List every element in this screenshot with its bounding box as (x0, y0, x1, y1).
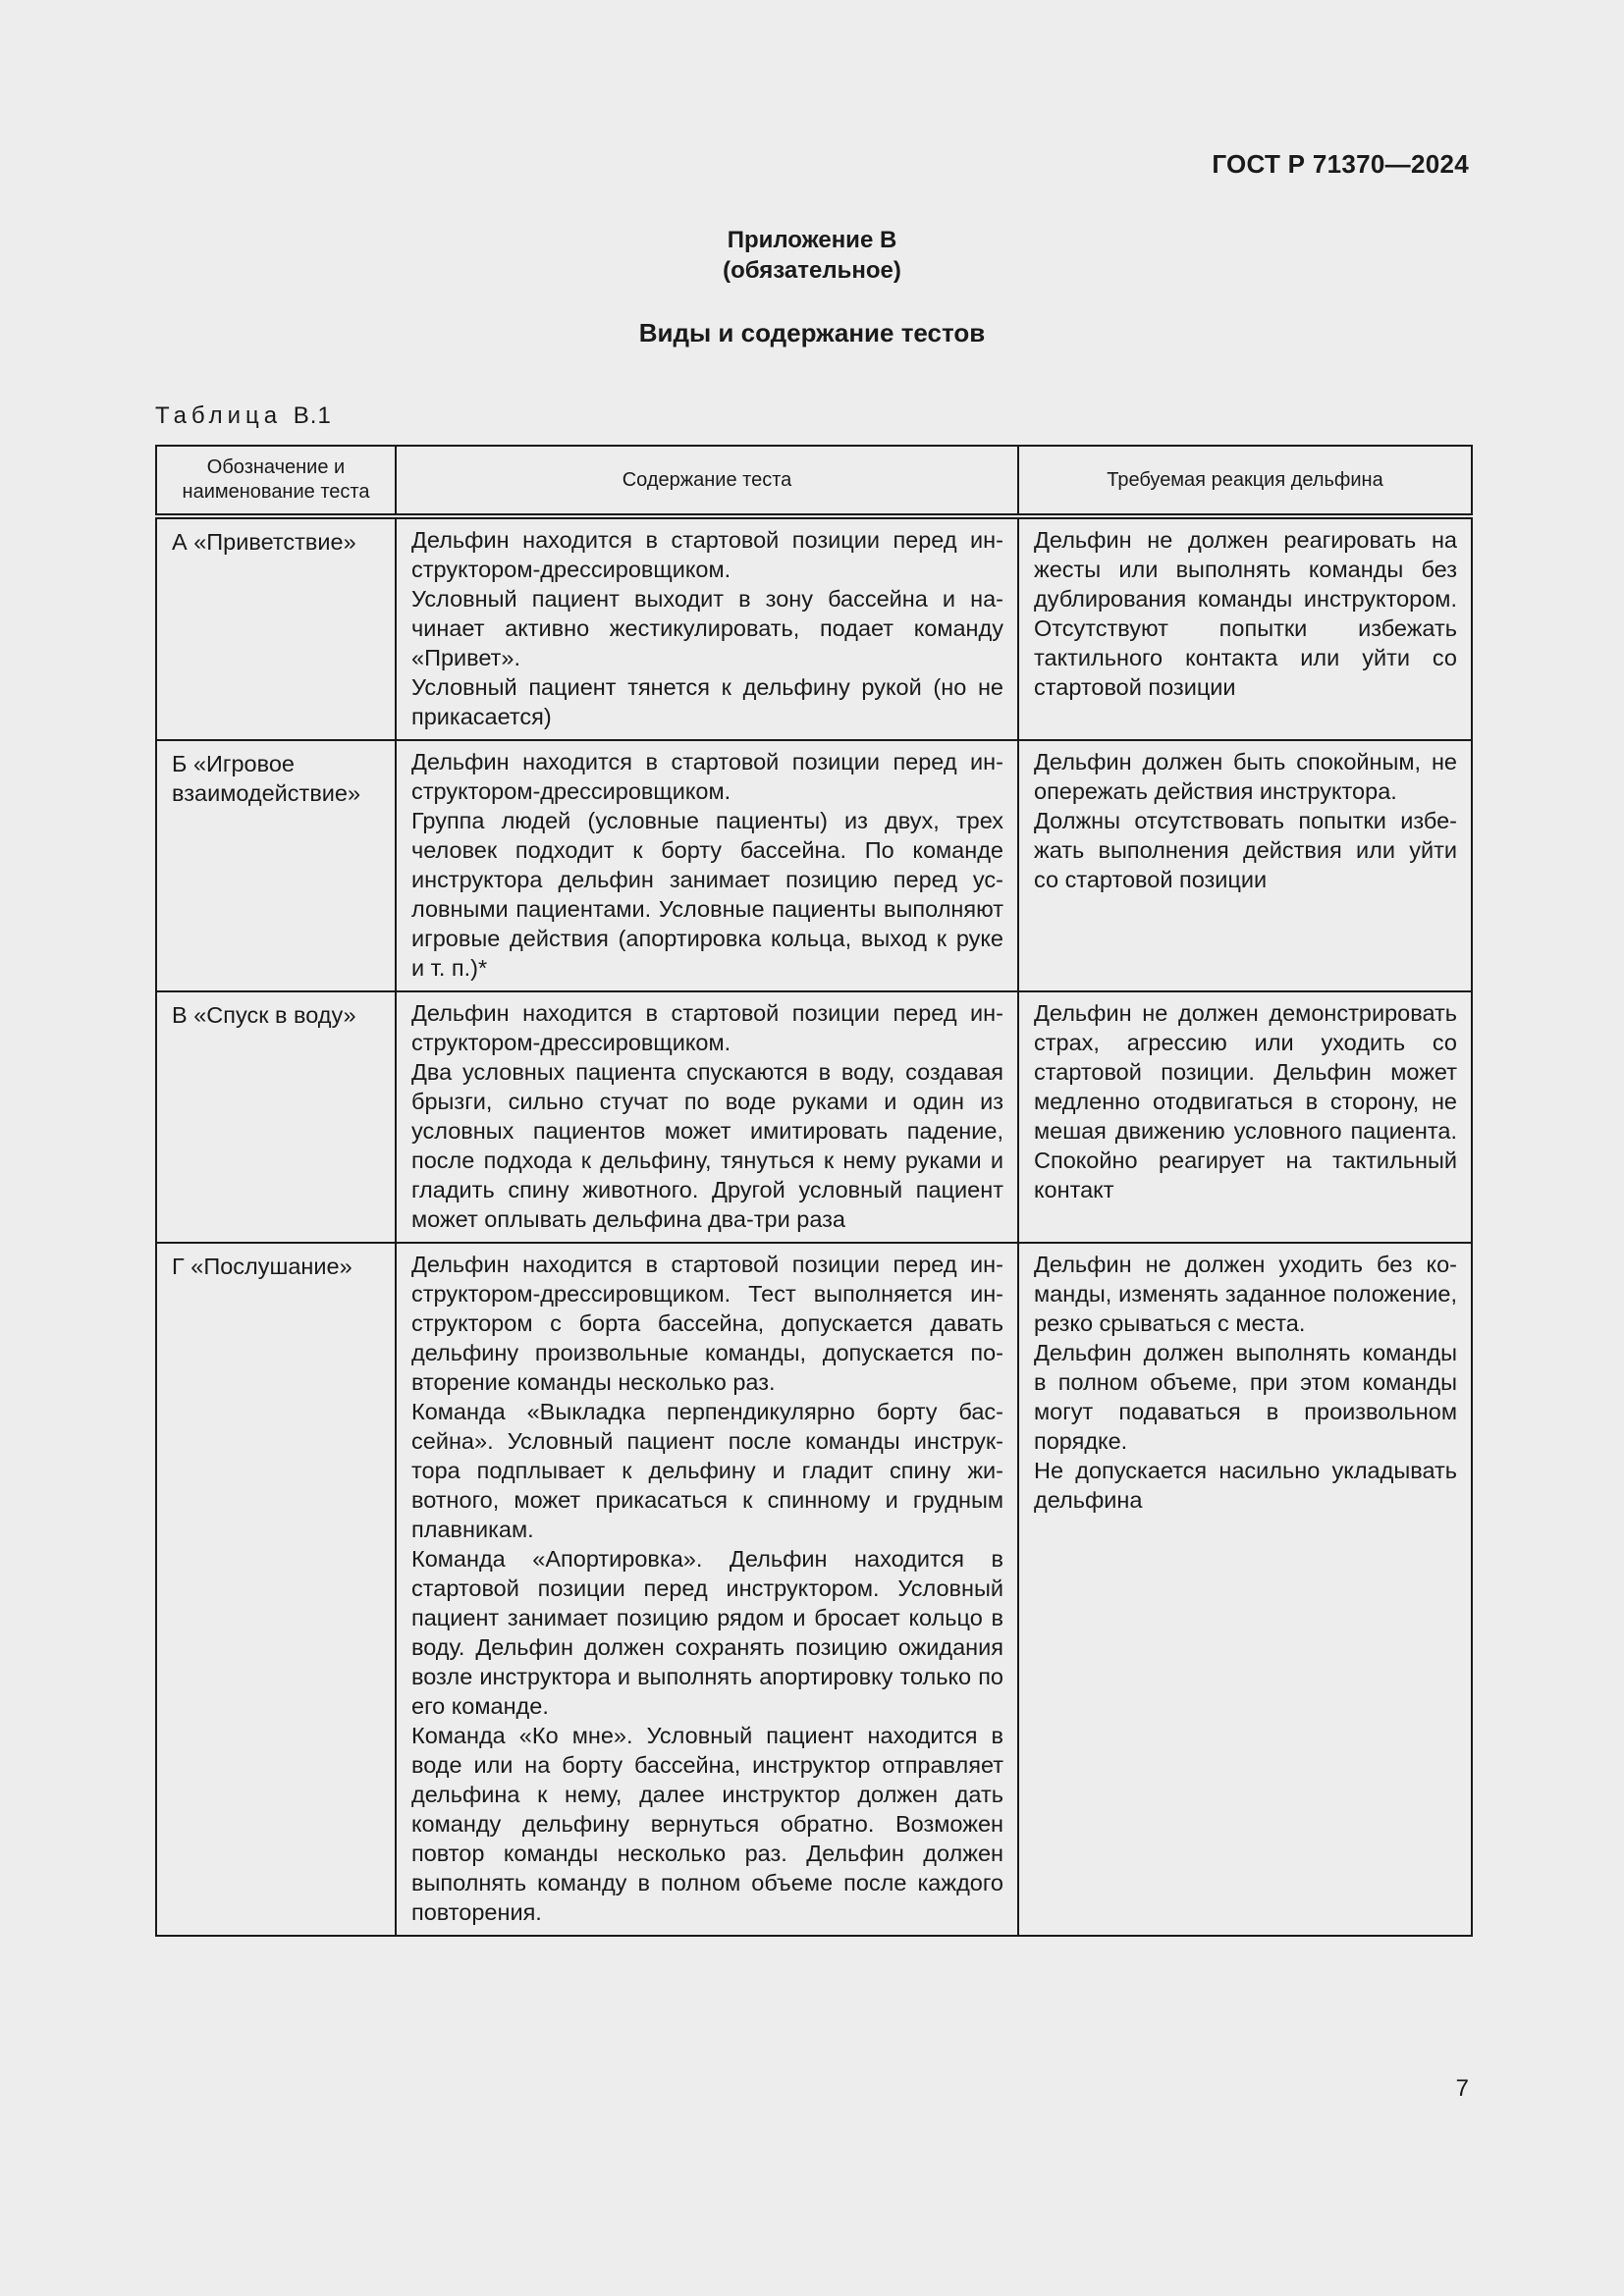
column-header-reaction: Требуемая реакция дельфина (1018, 446, 1472, 516)
reaction-paragraph: Дельфин не должен уходить без команды, изменять заданное положение, резко срываться с места. (1034, 1252, 1457, 1336)
content-paragraph: Дельфин находится в стартовой позиции перед инструктором-дрессировщиком. Тест выполняется инструктором с борта бассейна, допускается давать дельфину произвольные команды, допускается повторение команды несколько раз. (411, 1252, 1003, 1395)
dolphin-reaction (1018, 991, 1472, 1243)
column-header-content: Содержание теста (396, 446, 1018, 516)
content-paragraph: Условный пациент тянется к дельфину рукой (но не прикасается) (411, 674, 1003, 729)
table-row (156, 991, 1472, 1243)
content-paragraph: Дельфин находится в стартовой позиции перед инструктором-дрессировщиком. (411, 1000, 1003, 1055)
reaction-paragraph: Дельфин должен быть спокойным, не опережать действия инструктора. (1034, 749, 1457, 804)
reaction-paragraph: Дельфин не должен реагировать на жесты или выполнять команды без дублирования команды инструктором. Отсутствуют попытки избежать тактильного контакта или уйти со стартовой позиции (1034, 527, 1457, 700)
test-content (396, 740, 1018, 991)
appendix-title: Приложение В (727, 227, 897, 253)
appendix-heading (0, 225, 1624, 286)
content-paragraph: Два условных пациента спускаются в воду, создавая брызги, сильно стучат по воде руками и один из условных пациентов может имитировать падение, после подхода к дельфину, тянуться к нему руками и гладить спину животного. Другой условный пациент может оплывать дельфина два-три раза (411, 1059, 1003, 1232)
reaction-paragraph: Должны отсутствовать попытки избежать выполнения действия или уйти со стартовой позиции (1034, 808, 1457, 892)
dolphin-reaction (1018, 1243, 1472, 1936)
standard-code: ГОСТ Р 71370—2024 (1212, 149, 1469, 179)
test-name: Б «Игровое взаимодействие» (156, 740, 396, 991)
test-name: А «Приветствие» (156, 516, 396, 740)
test-content (396, 1243, 1018, 1936)
page-number: 7 (1455, 2075, 1469, 2102)
content-paragraph: Команда «Ко мне». Условный пациент находится в воде или на борту бассейна, инструктор отправляет дельфина к нему, далее инструктор должен дать команду дельфину вернуться обратно. Возможен повтор команды несколько раз. Дельфин должен выполнять команду в полном объеме после каждого повторения. (411, 1723, 1003, 1925)
dolphin-reaction (1018, 740, 1472, 991)
reaction-paragraph: Не допускается насильно укладывать дельфина (1034, 1458, 1457, 1513)
content-paragraph: Дельфин находится в стартовой позиции перед инструктором-дрессировщиком. (411, 749, 1003, 804)
content-paragraph: Условный пациент выходит в зону бассейна и начинает активно жестикулировать, подает команду «Привет». (411, 586, 1003, 670)
table-label (155, 402, 332, 430)
content-paragraph: Команда «Апортировка». Дельфин находится в стартовой позиции перед инструктором. Условный пациент занимает позицию рядом и бросает кольцо в воду. Дельфин должен сохранять позицию ожидания возле инструктора и выполнять апортировку только по его команде. (411, 1546, 1003, 1719)
reaction-paragraph: Дельфин не должен демонстрировать страх, агрессию или уходить со стартовой позиции. Дельфин может медленно отодвигаться в сторону, не мешая движению условного пациента. Спокойно реагирует на тактильный контакт (1034, 1000, 1457, 1202)
content-paragraph: Группа людей (условные пациенты) из двух, трех человек подходит к борту бассейна. По команде инструктора дельфин занимает позицию перед условными пациентами. Условные пациенты выполняют игровые действия (апортировка кольца, выход к руке и т. п.)* (411, 808, 1003, 981)
column-header-name: Обозначение и наименование теста (156, 446, 396, 516)
test-content (396, 516, 1018, 740)
table-row (156, 740, 1472, 991)
content-paragraph: Дельфин находится в стартовой позиции перед инструктором-дрессировщиком. (411, 527, 1003, 582)
test-content (396, 991, 1018, 1243)
test-name: В «Спуск в воду» (156, 991, 396, 1243)
appendix-status: (обязательное) (723, 257, 901, 284)
dolphin-reaction (1018, 516, 1472, 740)
content-paragraph: Команда «Выкладка перпендикулярно борту бассейна». Условный пациент после команды инструктора подплывает к дельфину и гладит спину животного, может прикасаться к спинному и грудным плавникам. (411, 1399, 1003, 1542)
table-row (156, 516, 1472, 740)
reaction-paragraph: Дельфин должен выполнять команды в полном объеме, при этом команды могут подаваться в произвольном порядке. (1034, 1340, 1457, 1454)
test-name: Г «Послушание» (156, 1243, 396, 1936)
document-title: Виды и содержание тестов (638, 318, 986, 347)
table-label-number: В.1 (293, 402, 332, 429)
tests-table (155, 445, 1473, 1937)
table-row (156, 1243, 1472, 1936)
table-label-word: Таблица (155, 402, 283, 429)
table-header-row (156, 446, 1472, 516)
